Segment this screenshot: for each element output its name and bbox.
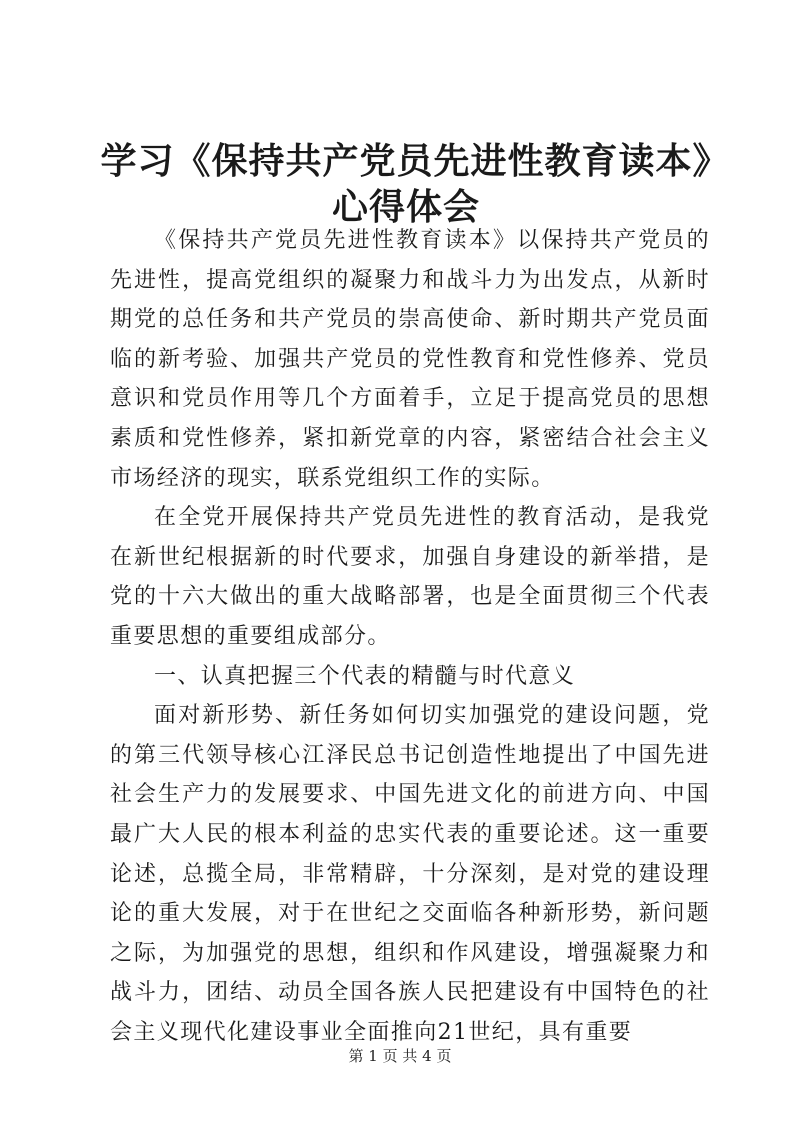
paragraph-background: 在全党开展保持共产党员先进性的教育活动，是我党在新世纪根据新的时代要求，加强自身建设的新举措，是党的十六大做出的重大战略部署，也是全面贯彻三个代表重要思想的重要组成部分。 xyxy=(110,505,710,649)
document-title: 学习《保持共产党员先进性教育读本》心得体会 xyxy=(100,140,712,228)
document-body xyxy=(110,221,710,1052)
section-heading: 一、认真把握三个代表的精髓与时代意义 xyxy=(154,663,576,689)
page-footer: 第 1 页 共 4 页 xyxy=(348,1047,452,1065)
paragraph-intro: 《保持共产党员先进性教育读本》以保持共产党员的先进性，提高党组织的凝聚力和战斗力为出发点，从新时期党的总任务和共产党员的崇高使命、新时期共产党员面临的新考验、加强共产党员的党性教育和党性修养、党员意识和党员作用等几个方面着手，立足于提高党员的思想素质和党性修养，紧扣新党章的内容，紧密结合社会主义市场经济的现实，联系党组织工作的实际。 xyxy=(110,228,710,491)
paragraph-three-represents: 面对新形势、新任务如何切实加强党的建设问题，党的第三代领导核心江泽民总书记创造性地提出了中国先进社会生产力的发展要求、中国先进文化的前进方向、中国最广大人民的根本利益的忠实代表的重要论述。这一重要论述，总揽全局，非常精辟，十分深刻，是对党的建设理论的重大发展，对于在世纪之交面临各种新形势，新问题之际，为加强党的思想，组织和作风建设，增强凝聚力和战斗力，团结、动员全国各族人民把建设有中国特色的社会主义现代化建设事业全面推向21世纪，具有重要 xyxy=(110,703,710,1045)
